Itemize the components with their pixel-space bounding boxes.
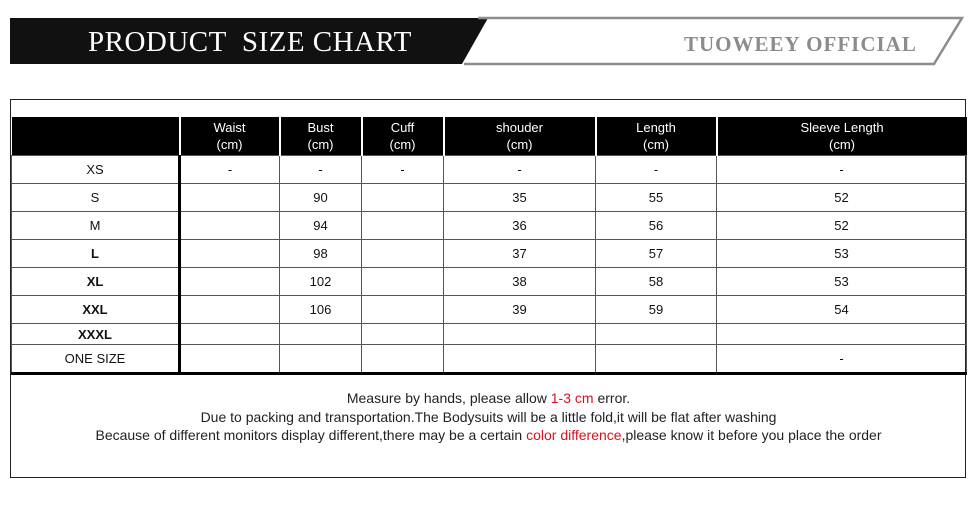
cell-shoulder	[444, 324, 596, 345]
cell-sleeve-length: 54	[717, 296, 967, 324]
header-banner	[0, 0, 972, 70]
header-waist: Waist (cm)	[180, 117, 280, 156]
size-label: S	[12, 184, 180, 212]
cell-waist	[180, 324, 280, 345]
cell-waist	[180, 184, 280, 212]
page-title: PRODUCT SIZE CHART	[88, 26, 412, 58]
cell-sleeve-length	[717, 324, 967, 345]
table-row	[12, 324, 967, 345]
cell-shoulder: 37	[444, 240, 596, 268]
note-highlight: 1-3 cm	[550, 390, 594, 406]
cell-bust: -	[280, 156, 362, 184]
brand-name: TUOWEEY OFFICIAL	[684, 32, 917, 56]
cell-shoulder	[444, 345, 596, 374]
header-shoulder: shouder (cm)	[444, 117, 596, 156]
cell-waist	[180, 296, 280, 324]
header-size-cell	[12, 117, 180, 156]
size-table	[11, 117, 967, 375]
size-label: ONE SIZE	[12, 345, 180, 374]
cell-cuff	[362, 212, 444, 240]
table-row	[12, 345, 967, 374]
table-row	[12, 240, 967, 268]
cell-length: -	[596, 156, 717, 184]
cell-sleeve-length: -	[717, 156, 967, 184]
cell-length: 56	[596, 212, 717, 240]
cell-length: 59	[596, 296, 717, 324]
cell-bust: 94	[280, 212, 362, 240]
size-label: XXL	[12, 296, 180, 324]
cell-waist	[180, 268, 280, 296]
cell-cuff	[362, 240, 444, 268]
cell-sleeve-length: 52	[717, 212, 967, 240]
header-sleeve-length: Sleeve Length (cm)	[717, 117, 967, 156]
note-line-1: Measure by hands, please allow 1-3 cm error.	[346, 390, 631, 406]
cell-cuff	[362, 345, 444, 374]
cell-bust: 90	[280, 184, 362, 212]
cell-shoulder: 39	[444, 296, 596, 324]
header-length: Length (cm)	[596, 117, 717, 156]
header-cuff: Cuff (cm)	[362, 117, 444, 156]
cell-bust	[280, 324, 362, 345]
cell-cuff	[362, 296, 444, 324]
measurement-notes	[11, 389, 966, 445]
cell-bust: 102	[280, 268, 362, 296]
header-bust: Bust (cm)	[280, 117, 362, 156]
table-row	[12, 156, 967, 184]
table-header-row	[12, 117, 967, 156]
cell-waist	[180, 240, 280, 268]
cell-length	[596, 345, 717, 374]
cell-cuff: -	[362, 156, 444, 184]
cell-length: 58	[596, 268, 717, 296]
table-row	[12, 268, 967, 296]
cell-cuff	[362, 268, 444, 296]
cell-shoulder: -	[444, 156, 596, 184]
cell-sleeve-length: 52	[717, 184, 967, 212]
cell-cuff	[362, 184, 444, 212]
note-line-3: Because of different monitors display different,there may be a certain color difference,please know it before you place the order	[95, 427, 882, 443]
size-label: XS	[12, 156, 180, 184]
cell-waist: -	[180, 156, 280, 184]
size-label: L	[12, 240, 180, 268]
table-row	[12, 296, 967, 324]
size-label: XL	[12, 268, 180, 296]
cell-length: 57	[596, 240, 717, 268]
cell-bust: 106	[280, 296, 362, 324]
cell-waist	[180, 345, 280, 374]
note-line-2: Due to packing and transportation.The Bodysuits will be a little fold,it will be flat after washing	[200, 408, 777, 425]
cell-sleeve-length: 53	[717, 240, 967, 268]
cell-shoulder: 36	[444, 212, 596, 240]
cell-shoulder: 38	[444, 268, 596, 296]
cell-cuff	[362, 324, 444, 345]
note-highlight: color difference	[526, 427, 622, 443]
size-label: M	[12, 212, 180, 240]
cell-length: 55	[596, 184, 717, 212]
cell-bust	[280, 345, 362, 374]
size-label: XXXL	[12, 324, 180, 345]
table-row	[12, 212, 967, 240]
table-row	[12, 184, 967, 212]
cell-length	[596, 324, 717, 345]
cell-bust: 98	[280, 240, 362, 268]
cell-waist	[180, 212, 280, 240]
cell-shoulder: 35	[444, 184, 596, 212]
cell-sleeve-length: 53	[717, 268, 967, 296]
cell-sleeve-length: -	[717, 345, 967, 374]
